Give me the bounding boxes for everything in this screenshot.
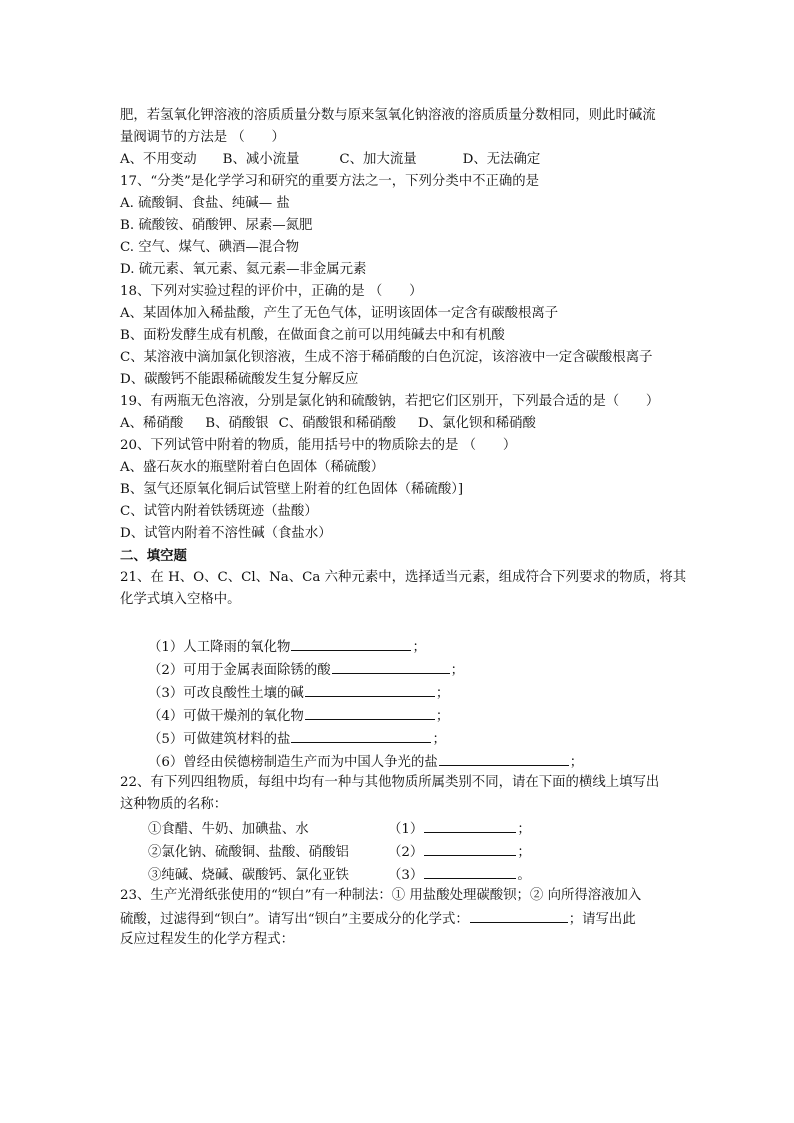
answer-blank[interactable] <box>424 841 516 856</box>
q20-option-d: D、试管内附着不溶性碱（食盐水） <box>120 526 332 541</box>
q18-option-a: A、某固体加入稀盐酸，产生了无色气体，证明该固体一定含有碳酸根离子 <box>120 306 559 321</box>
q16-line2: 量阀调节的方法是 （ ） <box>120 130 285 145</box>
answer-blank[interactable] <box>439 751 569 766</box>
q18-option-b: B、面粉发酵生成有机酸，在做面食之前可以用纯碱去中和有机酸 <box>120 328 505 343</box>
q18-stem: 18、下列对实验过程的评价中，正确的是 （ ） <box>120 284 423 299</box>
q20-option-a: A、盛石灰水的瓶壁附着白色固体（稀硫酸） <box>120 460 385 475</box>
q19-option-b: B、硝酸银 <box>205 416 269 431</box>
q16-option-c: C、加大流量 <box>339 152 417 167</box>
q17-option-b: B. 硫酸铵、硝酸钾、尿素—氮肥 <box>120 218 313 233</box>
q22-group-2: ②氯化钠、硫酸铜、盐酸、硝酸铝 （2） ； <box>148 841 531 861</box>
q19-option-d: D、氯化钡和稀硝酸 <box>418 416 536 431</box>
answer-blank[interactable] <box>332 659 450 674</box>
q21-item-2: （2）可用于金属表面除锈的酸 ； <box>148 659 464 679</box>
q22-line2: 这种物质的名称： <box>120 797 228 812</box>
q17-option-a: A. 硫酸铜、食盐、纯碱— 盐 <box>120 196 290 211</box>
answer-blank[interactable] <box>424 864 516 879</box>
q21-item-3: （3）可改良酸性土壤的碱 ； <box>148 682 449 702</box>
q16-option-d: D、无法确定 <box>462 152 541 167</box>
q17-option-c: C. 空气、煤气、碘酒—混合物 <box>120 240 299 255</box>
answer-blank[interactable] <box>424 818 516 833</box>
q21-item-6: （6）曾经由侯德榜制造生产而为中国人争光的盐 ； <box>148 751 583 771</box>
q19-options <box>120 414 536 434</box>
answer-blank[interactable] <box>291 636 411 651</box>
q23-line1: 23、生产光滑纸张使用的“钡白”有一种制法：① 用盐酸处理碳酸钡；② 向所得溶液加入 <box>120 888 642 903</box>
q16-option-b: B、减小流量 <box>222 152 300 167</box>
q20-stem: 20、下列试管中附着的物质，能用括号中的物质除去的是 （ ） <box>120 438 517 453</box>
q18-option-d: D、碳酸钙不能跟稀硫酸发生复分解反应 <box>120 372 359 387</box>
q20-option-c: C、试管内附着铁锈斑迹（盐酸） <box>120 504 318 519</box>
q21-line1: 21、在 H、O、C、Cl、Na、Ca 六种元素中，选择适当元素，组成符合下列要求的物质，将其 <box>120 570 687 585</box>
q18-option-c: C、某溶液中滴加氯化钡溶液，生成不溶于稀硝酸的白色沉淀，该溶液中一定含碳酸根离子 <box>120 350 653 365</box>
q23-line2: 硫酸，过滤得到“钡白”。请写出“钡白”主要成分的化学式： ；请写出此 <box>120 908 636 928</box>
q21-item-1: （1）人工降雨的氧化物 ； <box>148 636 426 656</box>
q21-item-4: （4）可做干燥剂的氧化物 ； <box>148 705 449 725</box>
q21-line2: 化学式填入空格中。 <box>120 592 241 607</box>
q16-options <box>120 150 540 170</box>
answer-blank[interactable] <box>470 908 568 923</box>
q19-option-c: C、硝酸银和稀硝酸 <box>278 416 397 431</box>
q16-line1: 肥，若氢氧化钾溶液的溶质质量分数与原来氢氧化钠溶液的溶质质量分数相同，则此时碱流 <box>120 108 656 123</box>
answer-blank[interactable] <box>305 705 435 720</box>
answer-blank[interactable] <box>291 728 431 743</box>
q17-stem: 17、“分类”是化学学习和研究的重要方法之一，下列分类中不正确的是 <box>120 174 540 189</box>
q22-line1: 22、有下列四组物质，每组中均有一种与其他物质所属类别不同，请在下面的横线上填写出 <box>120 775 660 790</box>
q16-option-a: A、不用变动 <box>120 152 197 167</box>
q21-item-5: （5）可做建筑材料的盐 ； <box>148 728 446 748</box>
q22-group-3: ③纯碱、烧碱、碳酸钙、氯化亚铁 （3） 。 <box>148 864 531 884</box>
q22-group-1: ①食醋、牛奶、加碘盐、水 （1） ； <box>148 818 531 838</box>
q19-option-a: A、稀硝酸 <box>120 416 184 431</box>
section-heading: 二、填空题 <box>120 548 187 564</box>
q19-stem: 19、有两瓶无色溶液，分别是氯化钠和硫酸钠，若把它们区别开，下列最合适的是（ ） <box>120 394 660 409</box>
answer-blank[interactable] <box>305 682 435 697</box>
q23-line3: 反应过程发生的化学方程式： <box>120 932 295 947</box>
q20-option-b: B、氢气还原氧化铜后试管壁上附着的红色固体（稀硫酸）] <box>120 482 464 497</box>
q17-option-d: D. 硫元素、氧元素、氦元素—非金属元素 <box>120 262 367 277</box>
